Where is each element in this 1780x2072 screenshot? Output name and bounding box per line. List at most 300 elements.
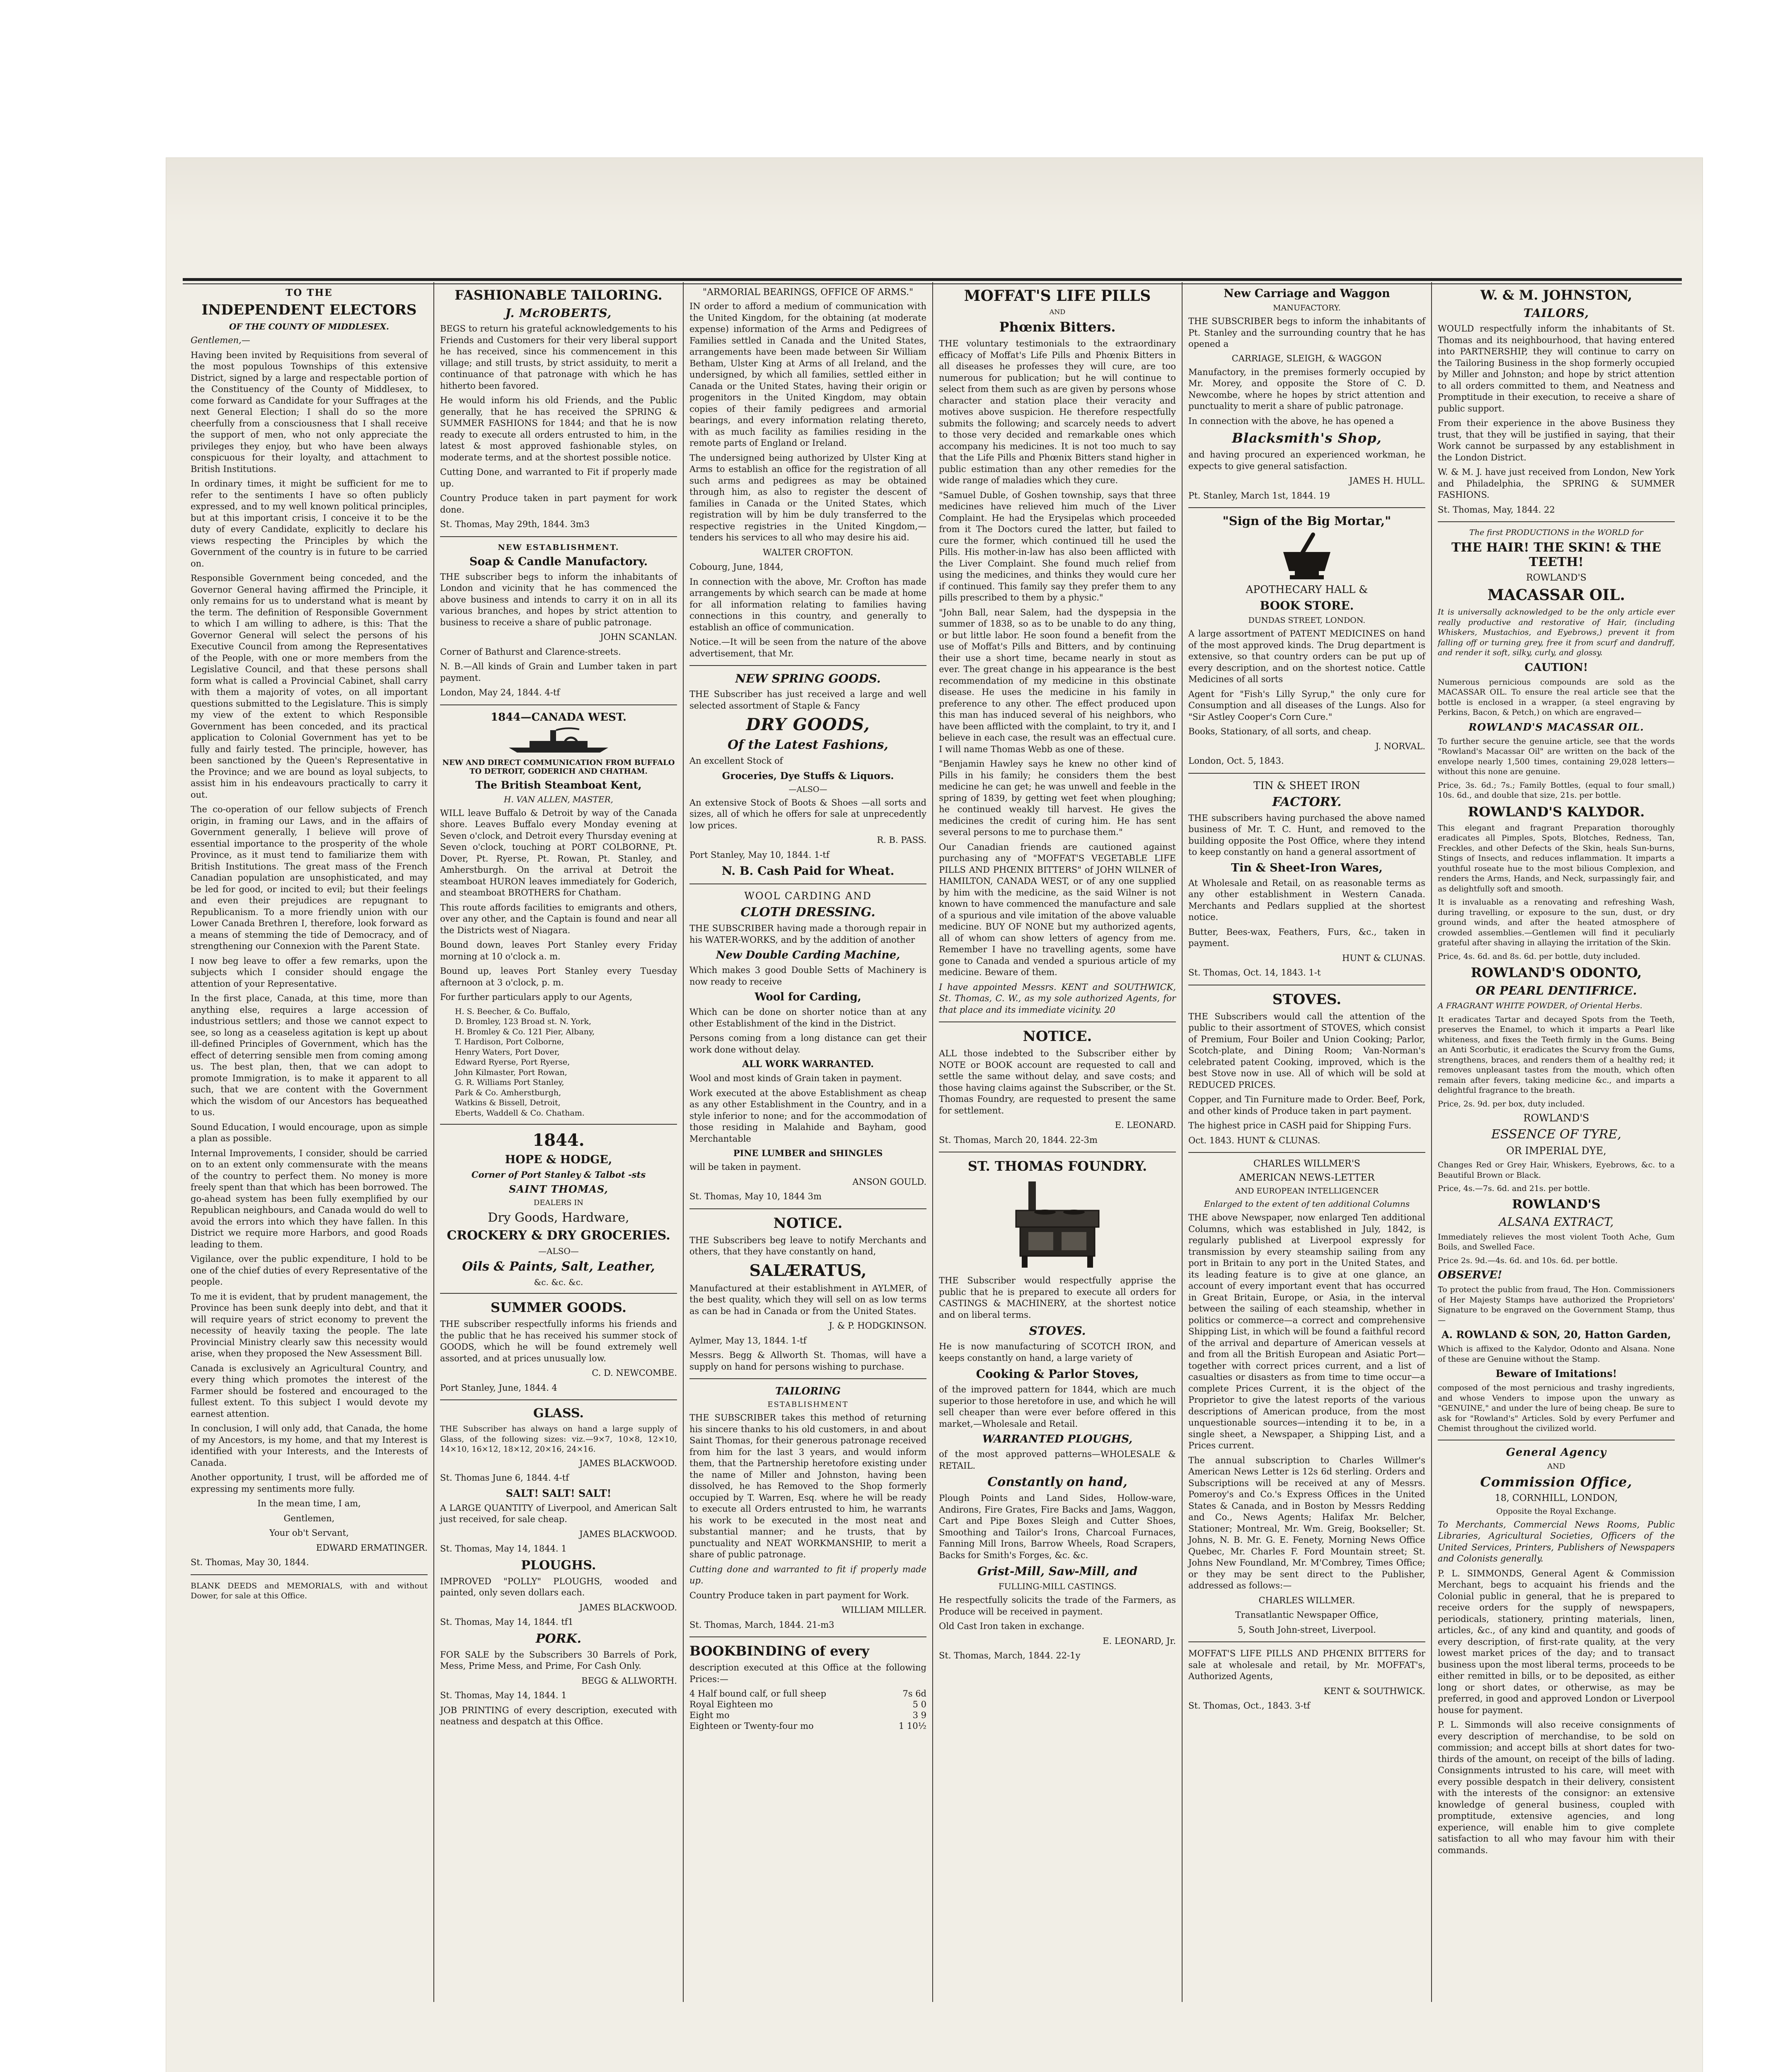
moffat-text: THE voluntary testimonials to the extraordinary efficacy of Moffat's Life Pills and Phœnix Bitters in all diseases he professes they will cure, are too numerous for publication; but he will continue to select from them such as are given by persons whose character and station place their veracity and motives above suspicion. He therefore respectfully submits the following; and scarcely needs to advert to those very decided and remarkable ones which accompany his medicines. It is not too much to say that the Life Pills and Phœnix Bitters stand higher in public estimation than any other remedies for the wide range of maladies which they cure.	[939, 339, 1176, 485]
tailoring-head: TAILORING	[775, 1385, 841, 1397]
price-item: Eight mo	[689, 1710, 730, 1720]
bookstore: BOOK STORE.	[1260, 599, 1354, 612]
notice-head: NOTICE.	[773, 1215, 843, 1232]
soap-addr: Corner of Bathurst and Clarence-streets.	[440, 646, 621, 657]
canada-sub: NEW AND DIRECT COMMUNICATION FROM BUFFALO TO DETROIT, GODERICH AND CHATHAM.	[442, 758, 675, 776]
soap-text: THE subscriber begs to inform the inhabitants of London and vicinity that he has commenced the above business and intends to carry it on in all its various branches, and hopes by strict attention to business to receive a share of public patronage.	[440, 571, 677, 627]
alsana-price: Price 2s. 9d.—4s. 6d. and 10s. 6d. per bottle.	[1438, 1256, 1618, 1265]
price-item: Eighteen or Twenty-four mo	[689, 1721, 814, 1731]
norval-date: London, Oct. 5, 1843.	[1188, 756, 1284, 766]
moffat-head: MOFFAT'S LIFE PILLS	[964, 287, 1151, 305]
paragraph: Internal Improvements, I consider, should be carried on to an extent only commensurate with the means of the country to perfect them. No money is more freely spent than that which has been borrowed. The go-ahead system has been fully exemplified by our Republican neighbours, and Canada would do well to avoid the errors into which they have fallen. In this District we require more Harbors, and good Roads leading to them.	[191, 1148, 428, 1249]
steamboat-name: The British Steamboat Kent,	[475, 779, 642, 791]
spring-head: NEW SPRING GOODS.	[735, 672, 881, 685]
carriage-text: In connection with the above, he has opened a	[1188, 416, 1394, 426]
armorial-text: IN order to afford a medium of communication with the United Kingdom, for the obtaining (at moderate expense) information of the Arms and Pedigrees of Families settled in Canada and the United States, arrangements have been made between Sir William Betham, Ulster King at Arms of all Ireland, and the undersigned, by which all families, settled either in Canada or the United States, having their origin or progenitors in the United Kingdom, may obtain copies of their family pedigrees and armorial bearings, and every information relating thereto, with as much facility as families residing in the remote parts of England or Ireland.	[689, 301, 926, 448]
apoth-text: A large assortment of PATENT MEDICINES on hand of the most approved kinds. The Drug department is extensive, so that country orders can be put up of every description, and on the shortest notice. Cattle Medicines of all sorts	[1188, 629, 1425, 684]
price-row	[689, 1721, 926, 1731]
tailors: TAILORS,	[1523, 306, 1589, 320]
divider	[440, 1293, 677, 1294]
kalydor-text: It is invaluable as a renovating and refreshing Wash, during travelling, or exposure to the sun, dust, or dry ground winds, and after the heated atmosphere of crowded assemblies.—Gentlemen will find it peculiarly grateful after shaving in allaying the irritation of the Skin.	[1438, 898, 1675, 947]
carriage-shop: CARRIAGE, SLEIGH, & WAGGON	[1231, 353, 1382, 363]
glass-name: JAMES BLACKWOOD.	[579, 1458, 677, 1468]
hope-oils: Oils & Paints, Salt, Leather,	[462, 1259, 655, 1274]
european: AND EUROPEAN INTELLIGENCER	[1235, 1186, 1379, 1196]
paragraph: Having been invited by Requisitions from several of the most populous Townships of this extensive District, signed by a large and respectable portion of the Constituency of the County of Middlesex, to come forward as Candidate for your Suffrages at the next General Election; I shall do so the more cheerfully from a consciousness that I shall receive the support of men, who not only appreciate the privileges they enjoy, but who have been always conspicuous for their loyalty, and attachment to British Institutions.	[191, 350, 428, 474]
ploughs-sub: of the most approved patterns—WHOLESALE & RETAIL.	[939, 1449, 1176, 1471]
kent-name: KENT & SOUTHWICK.	[1323, 1686, 1425, 1696]
divider	[939, 1021, 1176, 1022]
agent: Park & Co. Amherstburgh,	[455, 1088, 561, 1097]
kalydor-price: Price, 4s. 6d. and 8s. 6d. per bottle, duty included.	[1438, 951, 1640, 961]
alsana: ALSANA EXTRACT,	[1499, 1215, 1614, 1229]
rowland-oil: ROWLAND'S MACASSAR OIL.	[1468, 721, 1644, 733]
armorial-head: "ARMORIAL BEARINGS, OFFICE OF ARMS."	[702, 287, 914, 298]
miller-name: WILLIAM MILLER.	[842, 1605, 926, 1615]
paragraph: In the first place, Canada, at this time, more than anything else, requires a large accession of industrious settlers; and those we cannot expect to see, so long as a ceaseless agitation is kept up about ill-defined Principles of Government, which has the effect of deterring sensible men from coming among us. The best plan, then, that we can adopt to promote Immigration, is to make it apparent to all such, that we are content with the Government which the wisdom of our Ancestors has bequeathed to us.	[191, 993, 428, 1117]
norval-name: J. NORVAL.	[1375, 741, 1425, 751]
pork-text: FOR SALE by the Subscribers 30 Barrels of Pork, Mess, Prime Mess, and Prime, For Cash Only.	[440, 1649, 677, 1671]
further-text: To further secure the genuine article, see that the words "Rowland's Macassar Oil" are written on the back of the envelope nearly 1,500 times, containing 29,028 letters—without this none are genuine.	[1438, 736, 1675, 776]
cloth-head: CLOTH DRESSING.	[740, 905, 875, 920]
moffat-appointed: I have appointed Messrs. KENT and SOUTHWICK, St. Thomas, C. W., as my sole authorized Agents, for that place and its immediate vicinity. 20	[939, 982, 1176, 1015]
johnston-date: St. Thomas, May, 1844. 22	[1438, 504, 1555, 515]
hodgkinson-name: J. & P. HODGKINSON.	[829, 1321, 926, 1331]
pork-name: BEGG & ALLWORTH.	[581, 1675, 677, 1686]
agent: D. Bromley, 123 Broad st. N. York,	[455, 1017, 591, 1026]
notice-text: Manufactured at their establishment in AYLMER, of the best quality, which they will sell on as low terms as can be had in Canada or from the United States.	[689, 1283, 926, 1316]
dateline: St. Thomas, May 30, 1844.	[191, 1557, 309, 1567]
paragraph: I now beg leave to offer a few remarks, upon the subjects which I consider should engage the attention of your Representative.	[191, 956, 428, 989]
paragraph: The co-operation of our fellow subjects of French origin, in framing our Laws, and in the affairs of Government generally, I believe will prove of essential importance to the prosperity of the whole Province, as it must tend to familiarize them with British Institutions. The great mass of the French Canadian population are unsophisticated, and may be led for good, or incited to evil; but their feelings and even their prejudices are repugnant to Republicanism. To a more friendly union with our Lower Canada Brethren I, therefore, look forward as a means of stemming the tide of Democracy, and of strengthening our Connexion with the Parent State.	[191, 804, 428, 951]
leonard-name: E. LEONARD.	[1115, 1120, 1176, 1130]
hair-skin-teeth: THE HAIR! THE SKIN! & THE TEETH!	[1451, 540, 1661, 569]
hatton-text: Which is affixed to the Kalydor, Odonto and Alsana. None of these are Genuine without the Stamp.	[1438, 1344, 1675, 1364]
hope-also: —ALSO—	[538, 1246, 579, 1256]
boots-text: An extensive Stock of Boots & Shoes —all sorts and sizes, all of which he offers for sale at unprecedently low prices.	[689, 797, 926, 830]
saleratus: SALÆRATUS,	[749, 1261, 867, 1280]
wool-text: Work executed at the above Establishment as cheap as any other Establishment in the Country, and in a style inferior to none; and for the accommodation of those residing in Malahide and Bayham, good Merchantable	[689, 1088, 926, 1144]
hope-etc: &c. &c. &c.	[534, 1277, 583, 1287]
bookbinding-prices	[689, 1688, 926, 1731]
agents-list	[440, 1007, 677, 1118]
beware-head: Beware of Imitations!	[1495, 1368, 1617, 1380]
tailor-text: BEGS to return his grateful acknowledgements to his Friends and Customers for their very liberal support he has received, since his commencement in this village; and still trusts, by strict assiduity, to merit a continuance of that patronage with which he has hitherto been favored.	[440, 324, 677, 391]
salt-name: JAMES BLACKWOOD.	[579, 1529, 677, 1539]
wool-carding: Wool for Carding,	[755, 991, 861, 1003]
essence-head: ROWLAND'S	[1523, 1112, 1589, 1124]
cooking-stoves: Cooking & Parlor Stoves,	[976, 1367, 1139, 1381]
cornhill: 18, CORNHILL, LONDON,	[1495, 1493, 1618, 1503]
essence: ESSENCE OF TYRE,	[1491, 1127, 1621, 1142]
apoth-text: Books, Stationary, of all sorts, and cheap.	[1188, 726, 1371, 736]
agent: Edward Ryerse, Port Ryerse,	[455, 1058, 570, 1067]
summer-date: Port Stanley, June, 1844. 4	[440, 1382, 557, 1393]
cash-wheat: N. B. Cash Paid for Wheat.	[721, 864, 895, 878]
odonto-price: Price, 2s. 9d. per box, duty included.	[1438, 1099, 1585, 1109]
simmonds-text: P. L. SIMMONDS, General Agent & Commission Merchant, begs to acquaint his friends and the Colonial public in general, that he is prepared to receive orders for the supply of newspapers, periodicals, stationery, printing materials, linen, articles, &c., of any kind and quantity, and goods of every description, of first-rate quality, at the very lowest market prices of the day; and to transact business upon the most liberal terms, proceeds to be either remitted in bills, or to be deposited, as either long or short dates, or otherwise, as may be preferred, in good and approved London or Liverpool house for payment.	[1438, 1568, 1675, 1715]
stove-icon	[1004, 1177, 1111, 1273]
divider	[1188, 1641, 1425, 1642]
observe-text: To protect the public from fraud, The Hon. Commissioners of Her Majesty Stamps have authorized the Proprietors' Signature to be engraved on the Government Stamp, thus—	[1438, 1285, 1675, 1325]
general-agency: General Agency	[1506, 1446, 1607, 1459]
divider	[440, 536, 677, 537]
hair-head: The first PRODUCTIONS in the WORLD for	[1469, 528, 1643, 537]
anson-date: St. Thomas, May 10, 1844 3m	[689, 1191, 822, 1201]
divider	[689, 1636, 926, 1637]
hodgkinson-date: Aylmer, May 13, 1844. 1-tf	[689, 1335, 807, 1346]
imperial: OR IMPERIAL DYE,	[1506, 1145, 1606, 1157]
divider	[440, 704, 677, 705]
essence-text: Changes Red or Grey Hair, Whiskers, Eyebrows, &c. to a Beautiful Brown or Black.	[1438, 1160, 1675, 1180]
wool-text: Persons coming from a long distance can get their work done without delay.	[689, 1033, 926, 1055]
notice-text: ALL those indebted to the Subscriber either by NOTE or BOOK account are requested to call and settle the same without delay, and save costs; and those having claims against the Subscriber, or the St. Thomas Foundry, are requested to present the same for settlement.	[939, 1048, 1176, 1116]
simmonds-text: P. L. Simmonds will also receive consignments of every description of merchandise, to be sold on commission; and accept bills at short dates for two-thirds of the amount, on receipt of the bills of lading. Consignments intrusted to his care, will meet with every possible despatch in their delivery, consistent with the interests of the consignor: an extensive knowledge of general business, coupled with promptitude, extensive agencies, and long experience, will enable him to give complete satisfaction to all who may favour him with their commands.	[1438, 1720, 1675, 1855]
kent-date: St. Thomas, Oct., 1843. 3-tf	[1188, 1701, 1310, 1711]
to-merchants: To Merchants, Commercial News Rooms, Public Libraries, Agricultural Societies, Officers of the United Services, Printers, Publishers of Newspapers and Colonists generally.	[1438, 1519, 1675, 1564]
divider	[1438, 521, 1675, 522]
soap-head: Soap & Candle Manufactory.	[469, 555, 648, 568]
tin-text: At Wholesale and Retail, on as reasonable terms as any other establishment in Western Canada. Merchants and Pedlars supplied at the shortest notice.	[1188, 878, 1425, 922]
price-value: 1 10½	[898, 1721, 926, 1731]
anson-name: ANSON GOULD.	[852, 1176, 926, 1187]
tailoring-text: THE SUBSCRIBER takes this method of returning his sincere thanks to his old customers, in and about Saint Thomas, for their generous patronage received from him for the last 3 years, and would inform them, that the Partnership heretofore existing under the name of Miller and Johnston, having been dissolved, he has Removed to the Shop formerly occupied by T. Warren, Esq. where he will be ready to execute all Orders entrusted to him, he warrants his work to be executed in the most neat and substantial manner; and he trusts, that by punctuality and NEAT WORKMANSHIP, to merit a share of public patronage.	[689, 1413, 926, 1559]
agent: G. R. Williams Port Stanley,	[455, 1078, 564, 1087]
tailor-text: Country Produce taken in part payment for work done.	[440, 493, 677, 515]
electors-sub: OF THE COUNTY OF MIDDLESEX.	[229, 322, 389, 332]
constantly-text: Plough Points and Land Sides, Hollow-ware, Andirons, Fire Grates, Fire Backs and Jams, Waggon, Cart and Pipe Boxes Sleigh and Cutter Shoes, Smoothing and Tailor's Irons, Charcoal Furnaces, Fanning Mill Irons, Barrow Wheels, Road Scrapers, Backs for Smith's Forges, &c. &c.	[939, 1493, 1176, 1560]
agent: H. S. Beecher, & Co. Buffalo,	[455, 1007, 570, 1016]
armorial-text: The undersigned being authorized by Ulster King at Arms to establish an office for the registration of all such arms and pedigrees as may be obtained through him, as also to register the descent of families in Canada or the United States, which registration will by him be duly transferred to the respective registries in the United Kingdom,—tenders his services to all who may desire his aid.	[689, 453, 926, 542]
stoves-text: He is now manufacturing of SCOTCH IRON, and keeps constantly on hand, a large variety of	[939, 1341, 1176, 1363]
johnston-text: WOULD respectfully inform the inhabitants of St. Thomas and its neighbourhood, that having entered into PARTNERSHIP, they will continue to carry on the Tailoring Business in the shop formerly occupied by Miller and Johnston; and hope by strict attention to all orders committed to them, and Neatness and Promptitude in their execution, to receive a share of public support.	[1438, 324, 1675, 414]
salt-text: A LARGE QUANTITY of Liverpool, and American Salt just received, for sale cheap.	[440, 1503, 677, 1524]
price-item: Royal Eighteen mo	[689, 1699, 773, 1709]
johnston-text: W. & M. J. have just received from London, New York and Philadelphia, the SPRING & SUMMER FASHIONS.	[1438, 467, 1675, 500]
job-printing: JOB PRINTING of every description, executed with neatness and despatch at this Office.	[440, 1705, 677, 1726]
tin-text: THE subscribers having purchased the above named business of Mr. T. C. Hunt, and removed to the building opposite the Post Office, where they intend to keep constantly on hand a general assortment of	[1188, 813, 1425, 857]
paragraph: In conclusion, I will only add, that Canada, the home of my Ancestors, is my home, and that my Interest is identified with your Interests, and the Interests of Canada.	[191, 1423, 428, 1468]
tin-wares: Tin & Sheet-Iron Wares,	[1231, 861, 1383, 874]
johnston-text: From their experience in the above Business they trust, that they will be justified in saying, that their Work cannot be surpassed by any establishment in the London District.	[1438, 418, 1675, 462]
all-work-warranted: ALL WORK WARRANTED.	[742, 1059, 874, 1070]
moffat-phenix: Phœnix Bitters.	[999, 319, 1116, 335]
price-item: 4 Half bound calf, or full sheep	[689, 1689, 827, 1699]
armorial-text: In connection with the above, Mr. Crofton has made arrangements by which search can be made at home for all information relating to families having connections in this country, and generally to establish an office of communication.	[689, 576, 926, 632]
factory: FACTORY.	[1272, 794, 1342, 809]
hope-town: SAINT THOMAS,	[509, 1183, 608, 1195]
carriage-text: and having procured an experienced workman, he expects to give general satisfaction.	[1188, 450, 1425, 471]
armorial-notice: Notice.—It will be seen from the nature of the above advertisement, that Mr.	[689, 637, 926, 658]
pork-head: PORK.	[535, 1631, 582, 1646]
tailor-text: Cutting Done, and warranted to Fit if properly made up.	[440, 467, 677, 489]
divider	[440, 1399, 677, 1400]
summer-name: C. D. NEWCOMBE.	[592, 1368, 677, 1378]
hodgkinson-text: Messrs. Begg & Allworth St. Thomas, will have a supply on hand for persons wishing to purchase.	[689, 1350, 926, 1372]
hull-name: JAMES H. HULL.	[1349, 476, 1425, 486]
rb-date: Port Stanley, May 10, 1844. 1-tf	[689, 850, 830, 860]
latest-fashions: Of the Latest Fashions,	[728, 738, 888, 752]
constantly-on-hand: Constantly on hand,	[987, 1475, 1127, 1489]
opposite: Opposite the Royal Exchange.	[1496, 1506, 1616, 1516]
double-carding: New Double Carding Machine,	[716, 949, 900, 961]
agent: H. Bromley & Co. 121 Pier, Albany,	[455, 1027, 595, 1036]
moffat-text: "John Ball, near Salem, had the dyspepsia in the summer of 1838, so as to be unable to do any thing, or but little labor. He soon found a benefit from the use of Moffat's Pills and Bitters, and by continuing their use a short time, became nearly in stout as ever. The great change in his appearance is the best recommendation of my medicine in this obstinate disease. He uses the medicine in his family in preference to any other. The effect produced upon this man has induced several of his neighbors, who have been afflicted with the complaint, to try it, and I believe in each case, the result was an effectual cure. I will name Thomas Webb as one of these.	[939, 607, 1176, 754]
hope-hodge: HOPE & HODGE,	[505, 1153, 612, 1166]
willmer-office: Transatlantic Newspaper Office,	[1235, 1610, 1379, 1620]
newspaper-sheet	[166, 157, 1703, 2072]
plough-text: IMPROVED "POLLY" PLOUGHS, wooded and painted, only seven dollars each.	[440, 1576, 677, 1598]
armorial-name: WALTER CROFTON.	[762, 547, 854, 557]
essence-price: Price, 4s.—7s. 6d. and 21s. per bottle.	[1438, 1184, 1590, 1193]
plough-name: JAMES BLACKWOOD.	[579, 1602, 677, 1612]
beware-text: composed of the most pernicious and trashy ingredients, and whose Venders to impose upon the unwary as "GENUINE," and under the lure of being cheap. Be sure to ask for "Rowland's" Articles. Sold by every Perfumer and Chemist throughout the civilized world.	[1438, 1383, 1675, 1433]
stoves-text: THE Subscribers would call the attention of the public to their assortment of STOVES, which consist of Premium, Four Boiler and Union Cooking; Parlor, Scotch-plate, and Dining Room; Van-Norman's celebrated patent Cooking, improved, which is the best Stove now in use. All of which will be sold at REDUCED PRICES.	[1188, 1011, 1425, 1090]
agent: T. Hardison, Port Colborne,	[455, 1037, 564, 1046]
moffat-text: "Benjamin Hawley says he knew no other kind of Pills in his family; he considers them the best medicine he can get; he was unwell and feeble in the spring of 1839, by getting wet feet when ploughing; he continued weakly till harvest. He gives the medicines the credit of curing him. He has sent several persons to me to purchase them."	[939, 759, 1176, 837]
salt-head: SALT! SALT! SALT!	[505, 1487, 612, 1499]
groceries: Groceries, Dye Stuffs & Liquors.	[722, 770, 894, 782]
stoves-head: STOVES.	[1029, 1324, 1086, 1338]
johnston-head: W. & M. JOHNSTON,	[1480, 287, 1632, 303]
column-1	[185, 282, 433, 2002]
blank-deeds-ad: BLANK DEEDS and MEMORIALS, with and without Dower, for sale at this Office.	[191, 1581, 428, 1600]
column-3	[683, 282, 932, 2002]
canada-head: 1844—CANADA WEST.	[491, 711, 626, 724]
price-text: Price, 3s. 6d.; 7s.; Family Bottles, (equal to four small,) 10s. 6d., and double that size, 21s. per bottle.	[1438, 780, 1675, 800]
steam-up: Bound up, leaves Port Stanley every Tuesday afternoon at 3 o'clock, p. m.	[440, 966, 677, 988]
servant: Your ob't Servant,	[269, 1528, 349, 1538]
stoves-head: STOVES.	[1272, 991, 1342, 1008]
pine-lumber: PINE LUMBER and SHINGLES	[733, 1148, 883, 1158]
glass-date: St. Thomas June 6, 1844. 4-tf	[440, 1473, 569, 1483]
tailoring-produce: Country Produce taken in part payment for Work.	[689, 1590, 909, 1600]
wool-text: Which makes 3 good Double Setts of Machinery is now ready to receive	[689, 965, 926, 987]
hope-dealers: DEALERS IN	[533, 1198, 584, 1207]
pork-date: St. Thomas, May 14, 1844. 1	[440, 1690, 567, 1700]
moffat2-text: MOFFAT'S LIFE PILLS AND PHŒNIX BITTERS for sale at wholesale and retail, by Mr. MOFFAT's, Authorized Agents,	[1188, 1648, 1425, 1681]
agent: Henry Waters, Port Dover,	[455, 1047, 560, 1057]
salt-date: St. Thomas, May 14, 1844. 1	[440, 1544, 567, 1554]
carriage-head: New Carriage and Waggon	[1224, 287, 1390, 300]
dundas: DUNDAS STREET, LONDON.	[1248, 616, 1366, 625]
glass-head: GLASS.	[533, 1406, 584, 1421]
commission-office: Commission Office,	[1480, 1474, 1632, 1490]
steam-down: Bound down, leaves Port Stanley every Friday morning at 10 o'clock a. m.	[440, 940, 677, 961]
price-value: 7s 6d	[902, 1689, 926, 1699]
rb-name: R. B. PASS.	[877, 835, 926, 845]
kalydor: ROWLAND'S KALYDOR.	[1468, 804, 1645, 820]
dry-goods: DRY GOODS,	[746, 715, 870, 734]
tailor-text: He would inform his old Friends, and the Public generally, that he has received the SPRING & SUMMER FASHIONS for 1844; and that he is now ready to execute all orders entrusted to him, in the latest & most approved fashionable styles, on moderate terms, and at the shortest possible notice.	[440, 395, 677, 462]
paragraph: To me it is evident, that by prudent management, the Province has been sunk deeply into debt, and that it will require years of strict economy to prevent the necessity of heavily taxing the people. The late Provincial Ministry clearly saw this necessity would arise, when they proposed the New Assessment Bill.	[191, 1291, 428, 1358]
column-5	[1182, 282, 1431, 2002]
agent: John Kilmaster, Port Rowan,	[455, 1067, 567, 1077]
price-value: 3 9	[912, 1710, 926, 1720]
price-row	[689, 1688, 926, 1699]
odonto: ROWLAND'S ODONTO,	[1470, 965, 1642, 980]
paragraph: Another opportunity, I trust, will be afforded me of expressing my sentiments more fully.	[191, 1472, 428, 1494]
header-rule	[183, 278, 1682, 281]
column-2	[433, 282, 683, 2002]
paragraph: Responsible Government being conceded, and the Governor General having affirmed the Principle, it only remains for us to understand what is meant by the term. The definition of Responsible Government to which I am willing to adhere, is this: That the Governor General will select the persons of his Executive Council from among the Representatives of the People, with one or more members from the Legislative Council, and that these persons shall form what is called a Provincial Cabinet, shall carry with them a majority of votes, on all important questions submitted to the Legislature. This is simply my view of the extent to which Responsible Government has been conceded, and its practical application to Colonial Government has yet to be fully and fairly tested. The principle, however, has been sanctioned by the Queen's Representative in the Province; and we are bound as loyal subjects, to assist him in his endeavours practically to carry it out.	[191, 573, 428, 800]
tailoring-head: FASHIONABLE TAILORING.	[455, 287, 663, 303]
paragraph: In ordinary times, it might be sufficient for me to refer to the sentiments I have so often publicly expressed, and to my well known political principles, but at this important crisis, I conceive it to be the duty of every Candidate, explicitly to declare his views respecting the Principles by which the Government of the country is in future to be carried on.	[191, 479, 428, 569]
soap-name: JOHN SCANLAN.	[600, 632, 677, 642]
foundry-text: THE Subscriber would respectfully apprise the public that he is prepared to execute all orders for CASTINGS & MACHINERY, at the shortest notice and on liberal terms.	[939, 1276, 1176, 1320]
tin-text: Butter, Bees-wax, Feathers, Furs, &c., taken in payment.	[1188, 927, 1425, 948]
carriage-sub: MANUFACTORY.	[1273, 303, 1341, 312]
notice-text: THE Subscribers beg leave to notify Merchants and others, that they have constantly on hand,	[689, 1235, 926, 1256]
fulling-text: He respectfully solicits the trade of the Farmers, as Produce will be received in payment.	[939, 1595, 1176, 1617]
summer-head: SUMMER GOODS.	[491, 1300, 626, 1315]
leonard-date: St. Thomas, March 20, 1844. 22-3m	[939, 1135, 1098, 1145]
carriage-text: THE SUBSCRIBER begs to inform the inhabitants of Pt. Stanley and the surrounding country that he has opened a	[1188, 316, 1425, 349]
warranted-ploughs: WARRANTED PLOUGHS,	[982, 1433, 1133, 1445]
divider	[440, 1124, 677, 1125]
signature: EDWARD ERMATINGER.	[316, 1542, 428, 1553]
paragraph: Canada is exclusively an Agricultural Country, and every thing which promotes the interest of the Farmer should be fostered and encouraged to the fullest extent. To this subject I would devote my earnest attention.	[191, 1363, 428, 1419]
pearl-dentifrice: OR PEARL DENTIFRICE.	[1475, 984, 1637, 997]
armorial-date: Cobourg, June, 1844,	[689, 562, 784, 572]
electors-headline: INDEPENDENT ELECTORS	[201, 302, 417, 318]
carriage-text: Manufactory, in the premises formerly occupied by Mr. Morey, and opposite the Store of C. D. Newcombe, where he hopes by strict attention and punctuality to merit a share of public patronage.	[1188, 367, 1425, 411]
wool-head: WOOL CARDING AND	[744, 890, 872, 902]
soap-nb: N. B.—All kinds of Grain and Lumber taken in part payment.	[440, 661, 677, 683]
macassar-text: It is universally acknowledged to be the only article ever really productive and restorative of Hair, (including Whiskers, Mustachios, and Eyebrows,) prevent it from falling off or turning grey, free it from scurf and dandruff, and render it soft, silky, curly, and glossy.	[1438, 608, 1675, 657]
willmer-sig: CHARLES WILLMER.	[1258, 1595, 1355, 1605]
divider	[191, 1574, 428, 1575]
foundry-head: ST. THOMAS FOUNDRY.	[967, 1158, 1147, 1174]
spring-text: THE Subscriber has just received a large and well selected assortment of Staple & Fancy	[689, 689, 926, 711]
to-the: TO THE	[285, 287, 333, 298]
agent: Watkins & Bissell, Detroit,	[455, 1098, 561, 1107]
paragraph: Vigilance, over the public expenditure, I hold to be one of the chief duties of every Representative of the people.	[191, 1254, 428, 1287]
excellent-stock: An excellent Stock of	[689, 756, 783, 766]
gentlemen: Gentlemen,	[283, 1513, 335, 1523]
divider	[689, 665, 926, 666]
macassar: MACASSAR OIL.	[1487, 586, 1625, 604]
price-row	[689, 1699, 926, 1710]
odonto-head: A FRAGRANT WHITE POWDER, of Oriental Herbs.	[1438, 1001, 1642, 1010]
stoves-text: The highest price in CASH paid for Shipping Furs.	[1188, 1121, 1412, 1130]
willmer-addr: 5, South John-street, Liverpool.	[1237, 1624, 1376, 1635]
and: AND	[1547, 1462, 1565, 1471]
divider	[1188, 1152, 1425, 1153]
newsletter: AMERICAN NEWS-LETTER	[1239, 1172, 1375, 1183]
also: —ALSO—	[788, 784, 827, 794]
grist-mill: Grist-Mill, Saw-Mill, and	[977, 1564, 1138, 1578]
notice-head: NOTICE.	[1023, 1028, 1092, 1045]
year-1844: 1844.	[532, 1130, 585, 1150]
enlarged: Enlarged to the extent of ten additional Columns	[1204, 1199, 1410, 1209]
rowland: ROWLAND'S	[1526, 573, 1587, 583]
old-cast-iron: Old Cast Iron taken in exchange.	[939, 1621, 1085, 1631]
caution-head: CAUTION!	[1524, 661, 1588, 674]
willmer-text: THE above Newspaper, now enlarged Ten additional Columns, which was established in July, 1842, is regularly published at Liverpool expressly for transmission by every steamship sailing from any port in Britain to any port in the United States, and its leading feature is to give at one glance, an account of every important event that has occurred in Great Britain, Europe, or Asia, in the interval between the sailing of each steamship, whether in politics or commerce—a correct and comprehensive Shipping List, in which will be found a faithful record of the arrival and departure of American vessels at and from all the British European and Asiatic Port—together with correct prices current, and a list of casualties or disasters as from time to time occur—a complete Prices Current, it is the object of the Proprietor to give the latest reports of the various descriptions of American produce, from the most unquestionable sources—intending it to be, in a single sheet, a Newspaper, a Shipping List, and a Prices current.	[1188, 1213, 1425, 1450]
blacksmith-shop: Blacksmith's Shop,	[1232, 430, 1382, 446]
divider	[689, 1208, 926, 1209]
plough-head: PLOUGHS.	[521, 1558, 596, 1573]
leonard2-date: St. Thomas, March, 1844. 22-1y	[939, 1651, 1081, 1661]
hull-date: Pt. Stanley, March 1st, 1844. 19	[1188, 490, 1330, 501]
hope-dry: Dry Goods, Hardware,	[488, 1210, 629, 1225]
apothecary: APOTHECARY HALL &	[1246, 583, 1368, 595]
moffat-text: Our Canadian friends are cautioned against purchasing any of "MOFFAT'S VEGETABLE LIFE PILLS AND PHŒNIX BITTERS" of JOHN WILNER of HAMILTON, CANADA WEST, or of any one supplied by him with the medicine, as the said Wilner is not known to have commenced the manufacture and sale of a spurious and vile imitation of the above valuable medicine. BUY OF NONE but my authorized agents, all of whom can show letters of agency from me. Remember I have no travelling agents, some have gone to Canada and vended a spurious article of my medicine. Beware of them.	[939, 842, 1176, 977]
agent: Eberts, Waddell & Co. Chatham.	[455, 1108, 585, 1118]
tailor-name: J. McROBERTS,	[505, 306, 612, 320]
wool-text: Which can be done on shorter notice than at any other Establishment of the kind in the District.	[689, 1007, 926, 1029]
caution-text: Numerous pernicious compounds are sold as the MACASSAR OIL. To ensure the real article see that the bottle is enclosed in a wrapper, (a steel engraving by Perkins, Bacon, & Petch,) on which are engraved—	[1438, 677, 1675, 717]
greeting: Gentlemen,—	[191, 335, 250, 345]
price-value: 5 0	[912, 1699, 926, 1709]
tailoring-cut: Cutting done and warranted to fit if properly made up.	[689, 1564, 926, 1585]
hunt-date: St. Thomas, Oct. 14, 1843. 1-t	[1188, 968, 1321, 978]
price-row	[689, 1710, 926, 1721]
hunt2: Oct. 1843. HUNT & CLUNAS.	[1188, 1135, 1320, 1145]
fulling-mill: FULLING-MILL CASTINGS.	[998, 1581, 1117, 1591]
moffat-and: AND	[1049, 308, 1066, 316]
mortar-pestle-icon	[1272, 531, 1342, 581]
summer-text: THE subscriber respectfully informs his friends and the public that he has received his summer stock of GOODS, which he will be found extremely well assorted, and at prices unusually low.	[440, 1319, 677, 1363]
hunt-name: HUNT & CLUNAS.	[1342, 953, 1425, 963]
willmer-text: The annual subscription to Charles Willmer's American News Letter is 12s 6d sterling. Orders and Subscriptions will be received at any of Messrs. Pomeroy's and Co.'s Express Offices in the United States & Canada, and in Boston by Messrs Redding and Co., News Agents; Halifax Mr. Belcher, Stationer; Montreal, Mr. Wm. Greig, Bookseller; St. Johns, N. B. Mr. G. E. Fenety, Morning News Office Quebec, Mr. Charles F. Ford Mountain street; St. Johns New Foundland, Mr. M'Combrey, Times Office; or they may be sent direct to the Publisher, addressed as follows:—	[1188, 1455, 1425, 1590]
bookbinding-text: description executed at this Office at the following Prices:—	[689, 1663, 926, 1684]
hope-corner: Corner of Port Stanley & Talbot -sts	[471, 1169, 646, 1180]
hope-crock: CROCKERY & DRY GROCERIES.	[447, 1228, 670, 1243]
column-6	[1431, 282, 1681, 2002]
kalydor-text: This elegant and fragrant Preparation thoroughly eradicates all Pimples, Spots, Blotches, Redness, Tan, Freckles, and other Defects of the Skin, heals Sun-burns, Stings of Insects, and reduces inflammation. It imparts a youthful roseate hue to the most bilious Complexion, and renders the Arms, Hands, and Neck, surpassingly fair, and as delightfully soft and smooth.	[1438, 823, 1675, 893]
steam-text: WILL leave Buffalo & Detroit by way of the Canada shore. Leaves Buffalo every Monday evening at Seven o'clock, and Detroit every Thursday evening at Seven o'clock, touching at PORT COLBORNE, Pt. Dover, Pt. Ryerse, Pt. Rowan, Pt. Stanley, and Amherstburgh. On the arrival at Detroit the steamboat HURON leaves immediately for Goderich, and steamboat BROTHERS for Chatham.	[440, 808, 677, 898]
wool-text: Wool and most kinds of Grain taken in payment.	[689, 1073, 902, 1083]
tin-head: TIN & SHEET IRON	[1253, 779, 1360, 792]
moffat-text: "Samuel Duble, of Goshen township, says that three medicines have relieved him much of the Liver Complaint. He had the Erysipelas which proceeded from it The Doctors cured the latter, but failed to cure the former, which continued till he used the Pills. His mother-in-law has also been afflicted with the Liver Complaint. She found much relief from using the medicines, and thinks they would cure her if continued. This family say they prefer them to any pills prescribed to them by a physic."	[939, 490, 1176, 603]
soap-date: London, May 24, 1844. 4-tf	[440, 687, 560, 697]
closing: In the mean time, I am,	[257, 1498, 361, 1508]
odonto-text: It eradicates Tartar and decayed Spots from the Teeth, preserves the Enamel, to which it imparts a Pearl like whiteness, and fixes the Teeth firmly in the Gums. Being an Anti Scorbutic, it eradicates the Scurvy from the Gums, strengthens, braces, and renders them of a healthy red; it removes unpleasant tastes from the mouth, which often remain after fevers, taking medicine &c., and imparts a delightful fragrance to the breath.	[1438, 1014, 1675, 1095]
column-4	[932, 282, 1182, 2002]
plough-date: St. Thomas, May 14, 1844. tf1	[440, 1617, 573, 1627]
steamboat-icon	[505, 727, 612, 756]
stoves-text: of the improved pattern for 1844, which are much superior to those heretofore in use, and which he will sell cheaper than were ever before offered in this market,—Wholesale and Retail.	[939, 1385, 1176, 1429]
columns	[185, 282, 1681, 2002]
glass-text: THE Subscriber has always on hand a large supply of Glass, of the following sizes: viz.—9×7, 10×8, 12×10, 14×10, 16×12, 18×12, 20×16, 24×16.	[440, 1424, 677, 1454]
wool-text: THE SUBSCRIBER having made a thorough repair in his WATER-WORKS, and by the addition of another	[689, 923, 926, 945]
master: H. VAN ALLEN, MASTER,	[503, 794, 614, 804]
leonard2-name: E. LEONARD, Jr.	[1103, 1636, 1176, 1646]
alsana-head: ROWLAND'S	[1512, 1197, 1601, 1212]
bookbinding-head: BOOKBINDING of every	[689, 1643, 869, 1659]
pine-payment: will be taken in payment.	[689, 1162, 801, 1172]
alsana-text: Immediately relieves the most violent Tooth Ache, Gum Boils, and Swelled Face.	[1438, 1232, 1675, 1251]
steam-text: This route affords facilities to emigrants and others, over any other, and the Captain is found and near all the Districts west of Niagara.	[440, 902, 677, 935]
willmer-name: CHARLES WILLMER'S	[1253, 1159, 1360, 1169]
mortar-head: "Sign of the Big Mortar,"	[1222, 514, 1391, 528]
steam-further: For further particulars apply to our Agents,	[440, 992, 633, 1002]
stoves-text: Copper, and Tin Furniture made to Order. Beef, Pork, and other kinds of Produce taken in part payment.	[1188, 1094, 1425, 1116]
divider	[689, 1378, 926, 1379]
apoth-text: Agent for "Fish's Lilly Syrup," the only cure for Consumption and all diseases of the Lungs. Also for "Sir Astley Cooper's Corn Cure."	[1188, 689, 1425, 722]
divider	[1188, 773, 1425, 774]
tailoring-sub: ESTABLISHMENT	[767, 1400, 849, 1409]
paragraph: Sound Education, I would encourage, upon as simple a plan as possible.	[191, 1122, 428, 1143]
divider	[1188, 507, 1425, 508]
soap-sub: NEW ESTABLISHMENT.	[498, 542, 619, 552]
observe-head: OBSERVE!	[1438, 1269, 1502, 1281]
hatton-garden: A. ROWLAND & SON, 20, Hatton Garden,	[1441, 1329, 1671, 1341]
miller-date: St. Thomas, March, 1844. 21-m3	[689, 1619, 834, 1630]
tailor-date: St. Thomas, May 29th, 1844. 3m3	[440, 519, 590, 529]
